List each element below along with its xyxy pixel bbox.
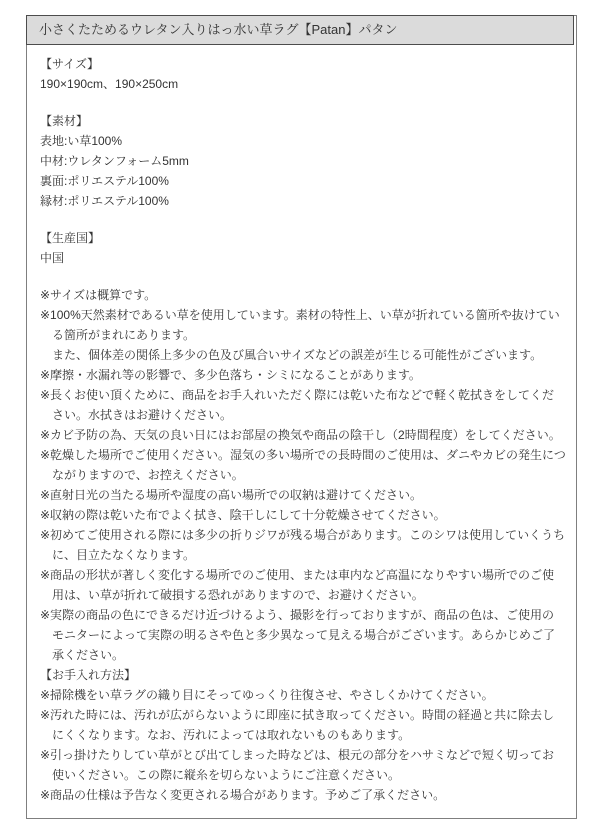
section-spacer: [40, 211, 566, 228]
spec-line: 中材:ウレタンフォーム5mm: [40, 154, 189, 168]
product-title: 小さくたためるウレタン入りはっ水い草ラグ【Patan】パタン: [39, 22, 398, 37]
note-line: ※汚れた時には、汚れが広がらないように即座に拭き取ってください。時間の経過と共に除去しにくくなります。なお、汚れによっては取れないものもあります。: [40, 708, 555, 742]
spec-line: 表地:い草100%: [40, 134, 123, 148]
product-spec-panel: [26, 15, 577, 819]
note-line: ※100%天然素材であるい草を使用しています。素材の特性上、い草が折れている箇所や抜けている箇所がまれにあります。: [40, 308, 560, 342]
section-spacer: [40, 94, 566, 111]
note-line: ※直射日光の当たる場所や湿度の高い場所での収納は避けてください。: [40, 488, 423, 502]
section-spacer: [40, 268, 566, 285]
note-line: ※引っ掛けたりしてい草がとび出てしまった時などは、根元の部分をハサミなどで短く切ってお使いください。この際に縦糸を切らないようにご注意ください。: [40, 748, 555, 782]
note-line: ※実際の商品の色にできるだけ近づけるよう、撮影を行っておりますが、商品の色は、ご使用のモニターによって実際の明るさや色と多少異なって見える場合がございます。あらかじめご了承ください。: [40, 608, 556, 662]
spec-line: 190×190cm、190×250cm: [40, 77, 179, 91]
note-line: ※カビ予防の為、天気の良い日にはお部屋の換気や商品の陰干し（2時間程度）をしてください。: [40, 428, 561, 442]
note-line: ※商品の仕様は予告なく変更される場合があります。予めご了承ください。: [40, 788, 446, 802]
note-line: ※摩擦・水漏れ等の影響で、多少色落ち・シミになることがあります。: [40, 368, 421, 382]
spec-line: 中国: [40, 251, 65, 265]
section-label: 【素材】: [40, 114, 89, 128]
note-line: ※掃除機をい草ラグの織り目にそってゆっくり往復させ、やさしくかけてください。: [40, 688, 494, 702]
note-line: ※収納の際は乾いた布でよく拭き、陰干しにして十分乾燥させてください。: [40, 508, 446, 522]
note-line: ※サイズは概算です。: [40, 288, 157, 302]
section-label: 【お手入れ方法】: [40, 668, 137, 682]
note-continuation-line: また、個体差の関係上多少の色及び風合いサイズなどの誤差が生じる可能性がございます。: [52, 348, 543, 362]
section-label: 【サイズ】: [40, 57, 100, 71]
product-spec-body: [27, 45, 576, 818]
spec-line: 縁材:ポリエステル100%: [40, 194, 169, 208]
note-line: ※長くお使い頂くために、商品をお手入れいただく際には乾いた布などで軽く乾拭きをしてください。水拭きはお避けください。: [40, 388, 555, 422]
product-title-bar: [26, 15, 574, 45]
section-label: 【生産国】: [40, 231, 101, 245]
spec-line: 裏面:ポリエステル100%: [40, 174, 169, 188]
note-line: ※乾燥した場所でご使用ください。湿気の多い場所での長時間のご使用は、ダニやカビの発生につながりますので、お控えください。: [40, 448, 566, 482]
note-line: ※初めてご使用される際には多少の折りジワが残る場合があります。このシワは使用していくうちに、目立たなくなります。: [40, 528, 566, 562]
note-line: ※商品の形状が著しく変化する場所でのご使用、または車内など高温になりやすい場所でのご使用は、い草が折れて破損する恐れがありますので、お避けください。: [40, 568, 555, 602]
